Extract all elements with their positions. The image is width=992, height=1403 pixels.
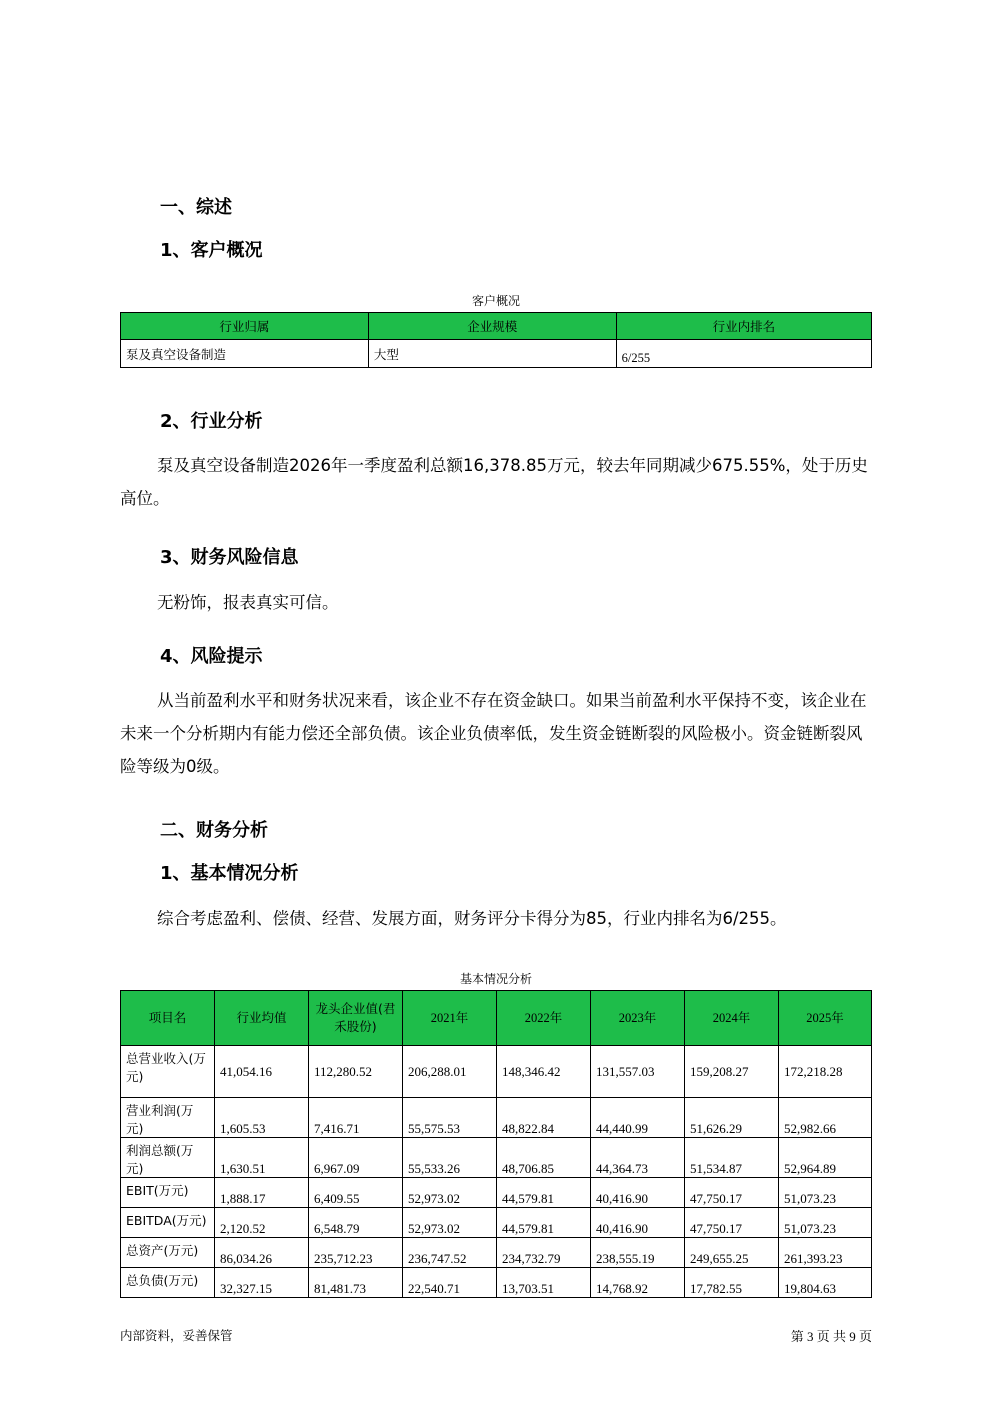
- table-header-cell: 2021年: [403, 991, 497, 1046]
- basic-analysis-table: [120, 990, 872, 1298]
- footer-confidential-note: 内部资料，妥善保管: [120, 1328, 233, 1343]
- section-title-financial-analysis: 二、财务分析: [160, 820, 268, 841]
- basic-table-caption: 基本情况分析: [459, 972, 532, 986]
- table-header-row: [121, 991, 872, 1046]
- table-cell: 47,750.17: [685, 1208, 779, 1238]
- table-cell: 6,967.09: [309, 1138, 403, 1178]
- customer-table-caption: 客户概况: [471, 294, 520, 308]
- table-cell: 51,626.29: [685, 1098, 779, 1138]
- table-header-cell: 企业规模: [368, 313, 616, 340]
- table-cell: 52,982.66: [779, 1098, 872, 1138]
- table-cell: 51,073.23: [779, 1178, 872, 1208]
- table-cell: 148,346.42: [497, 1046, 591, 1098]
- table-cell: 2,120.52: [215, 1208, 309, 1238]
- table-cell: 47,750.17: [685, 1178, 779, 1208]
- table-cell: 44,579.81: [497, 1208, 591, 1238]
- table-header-cell: 2023年: [591, 991, 685, 1046]
- footer-page-number: 第 3 页 共 9 页: [790, 1329, 872, 1344]
- table-row: [121, 1208, 872, 1238]
- customer-overview-table: [120, 312, 872, 368]
- table-cell: 44,440.99: [591, 1098, 685, 1138]
- table-row: [121, 340, 872, 368]
- table-cell: 17,782.55: [685, 1268, 779, 1298]
- table-cell: 总负债(万元): [121, 1268, 215, 1298]
- table-cell: 52,973.02: [403, 1178, 497, 1208]
- table-cell: 55,575.53: [403, 1098, 497, 1138]
- table-cell: 55,533.26: [403, 1138, 497, 1178]
- table-row: [121, 1268, 872, 1298]
- subsection-title-financial-risk: 3、财务风险信息: [160, 547, 299, 568]
- table-cell: 131,557.03: [591, 1046, 685, 1098]
- table-cell: 大型: [368, 340, 616, 368]
- table-cell: EBIT(万元): [121, 1178, 215, 1208]
- table-cell: 19,804.63: [779, 1268, 872, 1298]
- table-header-cell: 项目名: [121, 991, 215, 1046]
- subsection-title-risk-alert: 4、风险提示: [160, 646, 263, 667]
- table-cell: 51,073.23: [779, 1208, 872, 1238]
- table-cell: 44,364.73: [591, 1138, 685, 1178]
- table-cell: 利润总额(万元): [121, 1138, 215, 1178]
- table-cell: 32,327.15: [215, 1268, 309, 1298]
- table-cell: 236,747.52: [403, 1238, 497, 1268]
- table-header-row: [121, 313, 872, 340]
- table-cell: 51,534.87: [685, 1138, 779, 1178]
- table-cell: 81,481.73: [309, 1268, 403, 1298]
- table-header-cell: 行业归属: [121, 313, 369, 340]
- table-cell: 6,409.55: [309, 1178, 403, 1208]
- table-cell: 1,630.51: [215, 1138, 309, 1178]
- table-header-cell: 2022年: [497, 991, 591, 1046]
- table-cell: 172,218.28: [779, 1046, 872, 1098]
- table-cell: 48,706.85: [497, 1138, 591, 1178]
- table-cell: 234,732.79: [497, 1238, 591, 1268]
- table-header-cell: 行业均值: [215, 991, 309, 1046]
- table-cell: 159,208.27: [685, 1046, 779, 1098]
- table-cell: 6,548.79: [309, 1208, 403, 1238]
- table-cell: 40,416.90: [591, 1208, 685, 1238]
- table-cell: 营业利润(万元): [121, 1098, 215, 1138]
- table-row: [121, 1178, 872, 1208]
- table-cell: EBITDA(万元): [121, 1208, 215, 1238]
- risk-alert-text: 从当前盈利水平和财务状况来看，该企业不存在资金缺口。如果当前盈利水平保持不变，该企业在未来一个分析期内有能力偿还全部负债。该企业负债率低，发生资金链断裂的风险极小。资金链断裂风险等级为0级。: [120, 691, 867, 776]
- table-cell: 总资产(万元): [121, 1238, 215, 1268]
- table-cell: 48,822.84: [497, 1098, 591, 1138]
- table-cell: 40,416.90: [591, 1178, 685, 1208]
- subsection-title-industry: 2、行业分析: [160, 411, 263, 432]
- subsection-title-customer: 1、客户概况: [160, 240, 263, 261]
- basic-analysis-text: 综合考虑盈利、偿债、经营、发展方面，财务评分卡得分为85，行业内排名为6/255。: [157, 909, 787, 928]
- financial-risk-text: 无粉饰，报表真实可信。: [157, 593, 339, 612]
- table-cell: 238,555.19: [591, 1238, 685, 1268]
- table-header-cell: 行业内排名: [616, 313, 871, 340]
- table-header-cell: 2024年: [685, 991, 779, 1046]
- table-cell: 1,888.17: [215, 1178, 309, 1208]
- table-cell: 52,973.02: [403, 1208, 497, 1238]
- table-cell: 泵及真空设备制造: [121, 340, 369, 368]
- table-cell: 14,768.92: [591, 1268, 685, 1298]
- table-cell: 261,393.23: [779, 1238, 872, 1268]
- table-cell: 1,605.53: [215, 1098, 309, 1138]
- table-cell: 13,703.51: [497, 1268, 591, 1298]
- table-row: [121, 1046, 872, 1098]
- table-header-cell: 2025年: [779, 991, 872, 1046]
- table-cell: 22,540.71: [403, 1268, 497, 1298]
- table-cell: 112,280.52: [309, 1046, 403, 1098]
- table-cell: 6/255: [616, 340, 871, 368]
- table-cell: 总营业收入(万元): [121, 1046, 215, 1098]
- table-cell: 44,579.81: [497, 1178, 591, 1208]
- subsection-title-basic-analysis: 1、基本情况分析: [160, 863, 299, 884]
- table-cell: 206,288.01: [403, 1046, 497, 1098]
- table-row: [121, 1098, 872, 1138]
- table-cell: 86,034.26: [215, 1238, 309, 1268]
- table-cell: 52,964.89: [779, 1138, 872, 1178]
- table-cell: 41,054.16: [215, 1046, 309, 1098]
- table-cell: 235,712.23: [309, 1238, 403, 1268]
- industry-analysis-text: 泵及真空设备制造2026年一季度盈利总额16,378.85万元，较去年同期减少675.55%，处于历史高位。: [120, 456, 868, 508]
- table-row: [121, 1238, 872, 1268]
- table-row: [121, 1138, 872, 1178]
- table-cell: 7,416.71: [309, 1098, 403, 1138]
- table-header-cell: 龙头企业值(君禾股份): [309, 991, 403, 1046]
- section-title-overview: 一、综述: [160, 197, 232, 218]
- table-cell: 249,655.25: [685, 1238, 779, 1268]
